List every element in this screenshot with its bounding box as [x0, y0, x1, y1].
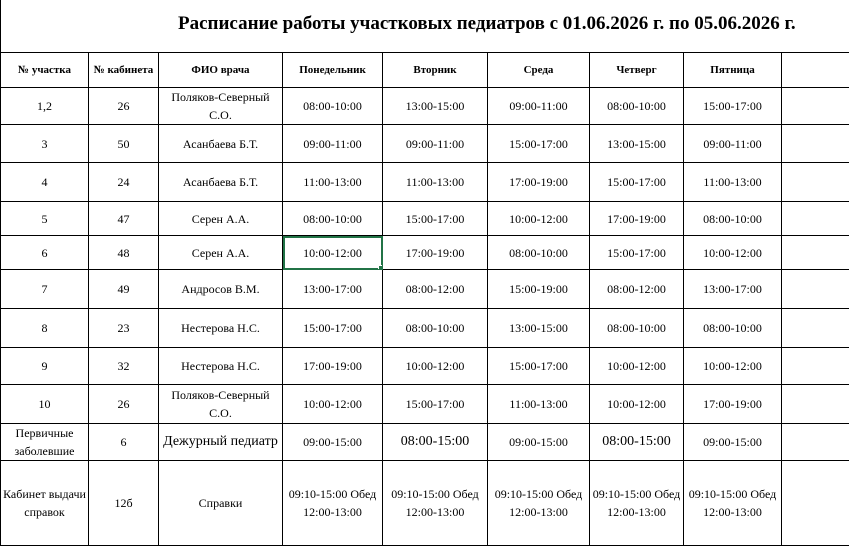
- friday-cell[interactable]: 15:00-17:00: [684, 88, 782, 125]
- tuesday-cell[interactable]: 11:00-13:00: [383, 163, 488, 202]
- thursday-cell[interactable]: 10:00-12:00: [590, 385, 684, 424]
- doctor-cell[interactable]: Поляков-Северный С.О.: [159, 88, 283, 125]
- monday-cell[interactable]: 13:00-17:00: [283, 270, 383, 309]
- area-cell[interactable]: 4: [1, 163, 89, 202]
- area-cell[interactable]: 5: [1, 202, 89, 236]
- table-row: [1, 309, 849, 348]
- monday-cell[interactable]: 10:00-12:00: [283, 385, 383, 424]
- friday-cell[interactable]: 13:00-17:00: [684, 270, 782, 309]
- wednesday-cell[interactable]: 15:00-19:00: [488, 270, 590, 309]
- thursday-cell[interactable]: 13:00-15:00: [590, 125, 684, 163]
- table-row: [1, 202, 849, 236]
- room-cell[interactable]: 23: [89, 309, 159, 348]
- empty-cell[interactable]: [782, 461, 849, 546]
- friday-cell[interactable]: 17:00-19:00: [684, 385, 782, 424]
- friday-cell[interactable]: 08:00-10:00: [684, 202, 782, 236]
- area-cell[interactable]: Кабинет выдачи справок: [1, 461, 89, 546]
- area-cell[interactable]: 7: [1, 270, 89, 309]
- tuesday-cell[interactable]: 09:10-15:00 Обед 12:00-13:00: [383, 461, 488, 546]
- monday-cell[interactable]: 09:00-15:00: [283, 424, 383, 461]
- empty-cell[interactable]: [782, 163, 849, 202]
- empty-cell[interactable]: [782, 202, 849, 236]
- empty-cell[interactable]: [782, 88, 849, 125]
- wednesday-cell[interactable]: 09:10-15:00 Обед 12:00-13:00: [488, 461, 590, 546]
- header-empty[interactable]: [782, 53, 849, 88]
- table-row: [1, 385, 849, 424]
- wednesday-cell[interactable]: 09:00-15:00: [488, 424, 590, 461]
- area-cell[interactable]: 9: [1, 348, 89, 385]
- wednesday-cell[interactable]: 13:00-15:00: [488, 309, 590, 348]
- friday-cell[interactable]: 11:00-13:00: [684, 163, 782, 202]
- table-row: [1, 424, 849, 461]
- empty-cell[interactable]: [782, 309, 849, 348]
- empty-cell[interactable]: [782, 424, 849, 461]
- friday-cell[interactable]: 10:00-12:00: [684, 236, 782, 270]
- area-cell[interactable]: 8: [1, 309, 89, 348]
- empty-cell[interactable]: [782, 125, 849, 163]
- room-cell[interactable]: 6: [89, 424, 159, 461]
- area-cell[interactable]: 1,2: [1, 88, 89, 125]
- thursday-cell[interactable]: 15:00-17:00: [590, 163, 684, 202]
- tuesday-cell[interactable]: 08:00-15:00: [383, 424, 488, 461]
- doctor-cell[interactable]: Асанбаева Б.Т.: [159, 125, 283, 163]
- thursday-cell[interactable]: 09:10-15:00 Обед 12:00-13:00: [590, 461, 684, 546]
- thursday-cell[interactable]: 15:00-17:00: [590, 236, 684, 270]
- table-row: [1, 270, 849, 309]
- thursday-cell[interactable]: 10:00-12:00: [590, 348, 684, 385]
- header-friday[interactable]: Пятница: [684, 53, 782, 88]
- page-title: Расписание работы участковых педиатров с 01.06.2026 г. по 05.06.2026 г.: [0, 0, 849, 52]
- wednesday-cell[interactable]: 10:00-12:00: [488, 202, 590, 236]
- area-cell[interactable]: 3: [1, 125, 89, 163]
- doctor-cell[interactable]: Дежурный педиатр: [159, 424, 283, 461]
- monday-cell[interactable]: 17:00-19:00: [283, 348, 383, 385]
- friday-cell[interactable]: 08:00-10:00: [684, 309, 782, 348]
- thursday-cell[interactable]: 08:00-10:00: [590, 309, 684, 348]
- wednesday-cell[interactable]: 17:00-19:00: [488, 163, 590, 202]
- tuesday-cell[interactable]: 08:00-10:00: [383, 309, 488, 348]
- empty-cell[interactable]: [782, 385, 849, 424]
- tuesday-cell[interactable]: 09:00-11:00: [383, 125, 488, 163]
- thursday-cell[interactable]: 08:00-15:00: [590, 424, 684, 461]
- monday-cell[interactable]: 09:00-11:00: [283, 125, 383, 163]
- monday-cell[interactable]: 08:00-10:00: [283, 202, 383, 236]
- room-cell[interactable]: 47: [89, 202, 159, 236]
- thursday-cell[interactable]: 17:00-19:00: [590, 202, 684, 236]
- friday-cell[interactable]: 09:00-11:00: [684, 125, 782, 163]
- table-row: [1, 348, 849, 385]
- wednesday-cell[interactable]: 11:00-13:00: [488, 385, 590, 424]
- area-cell[interactable]: Первичные заболевшие: [1, 424, 89, 461]
- tuesday-cell[interactable]: 13:00-15:00: [383, 88, 488, 125]
- wednesday-cell[interactable]: 15:00-17:00: [488, 348, 590, 385]
- table-row: [1, 125, 849, 163]
- header-tuesday[interactable]: Вторник: [383, 53, 488, 88]
- header-doctor[interactable]: ФИО врача: [159, 53, 283, 88]
- wednesday-cell[interactable]: 08:00-10:00: [488, 236, 590, 270]
- doctor-cell[interactable]: Поляков-Северный С.О.: [159, 385, 283, 424]
- header-row: [1, 53, 849, 88]
- selected-cell[interactable]: 10:00-12:00: [283, 236, 383, 270]
- thursday-cell[interactable]: 08:00-10:00: [590, 88, 684, 125]
- monday-cell[interactable]: 11:00-13:00: [283, 163, 383, 202]
- table-row: [1, 236, 849, 270]
- fill-handle[interactable]: [378, 265, 383, 270]
- area-cell[interactable]: 6: [1, 236, 89, 270]
- room-cell[interactable]: 24: [89, 163, 159, 202]
- room-cell[interactable]: 26: [89, 88, 159, 125]
- room-cell[interactable]: 48: [89, 236, 159, 270]
- header-monday[interactable]: Понедельник: [283, 53, 383, 88]
- empty-cell[interactable]: [782, 270, 849, 309]
- header-area[interactable]: № участка: [1, 53, 89, 88]
- empty-cell[interactable]: [782, 236, 849, 270]
- doctor-cell[interactable]: Нестерова Н.С.: [159, 309, 283, 348]
- room-cell[interactable]: 26: [89, 385, 159, 424]
- doctor-cell[interactable]: Серен А.А.: [159, 202, 283, 236]
- tuesday-cell[interactable]: 10:00-12:00: [383, 348, 488, 385]
- thursday-cell[interactable]: 08:00-12:00: [590, 270, 684, 309]
- schedule-table: [0, 52, 849, 546]
- header-thursday[interactable]: Четверг: [590, 53, 684, 88]
- friday-cell[interactable]: 09:00-15:00: [684, 424, 782, 461]
- room-cell[interactable]: 49: [89, 270, 159, 309]
- tuesday-cell[interactable]: 15:00-17:00: [383, 385, 488, 424]
- monday-cell[interactable]: 09:10-15:00 Обед 12:00-13:00: [283, 461, 383, 546]
- tuesday-cell[interactable]: 17:00-19:00: [383, 236, 488, 270]
- table-row: [1, 163, 849, 202]
- wednesday-cell[interactable]: 15:00-17:00: [488, 125, 590, 163]
- header-wednesday[interactable]: Среда: [488, 53, 590, 88]
- empty-cell[interactable]: [782, 348, 849, 385]
- monday-cell[interactable]: 08:00-10:00: [283, 88, 383, 125]
- friday-cell[interactable]: 09:10-15:00 Обед 12:00-13:00: [684, 461, 782, 546]
- doctor-cell[interactable]: Справки: [159, 461, 283, 546]
- header-room[interactable]: № кабинета: [89, 53, 159, 88]
- wednesday-cell[interactable]: 09:00-11:00: [488, 88, 590, 125]
- monday-cell[interactable]: 15:00-17:00: [283, 309, 383, 348]
- table-row: [1, 88, 849, 125]
- room-cell[interactable]: 12б: [89, 461, 159, 546]
- friday-cell[interactable]: 10:00-12:00: [684, 348, 782, 385]
- doctor-cell[interactable]: Нестерова Н.С.: [159, 348, 283, 385]
- room-cell[interactable]: 50: [89, 125, 159, 163]
- tuesday-cell[interactable]: 08:00-12:00: [383, 270, 488, 309]
- table-row: [1, 461, 849, 546]
- doctor-cell[interactable]: Серен А.А.: [159, 236, 283, 270]
- doctor-cell[interactable]: Андросов В.М.: [159, 270, 283, 309]
- tuesday-cell[interactable]: 15:00-17:00: [383, 202, 488, 236]
- area-cell[interactable]: 10: [1, 385, 89, 424]
- room-cell[interactable]: 32: [89, 348, 159, 385]
- doctor-cell[interactable]: Асанбаева Б.Т.: [159, 163, 283, 202]
